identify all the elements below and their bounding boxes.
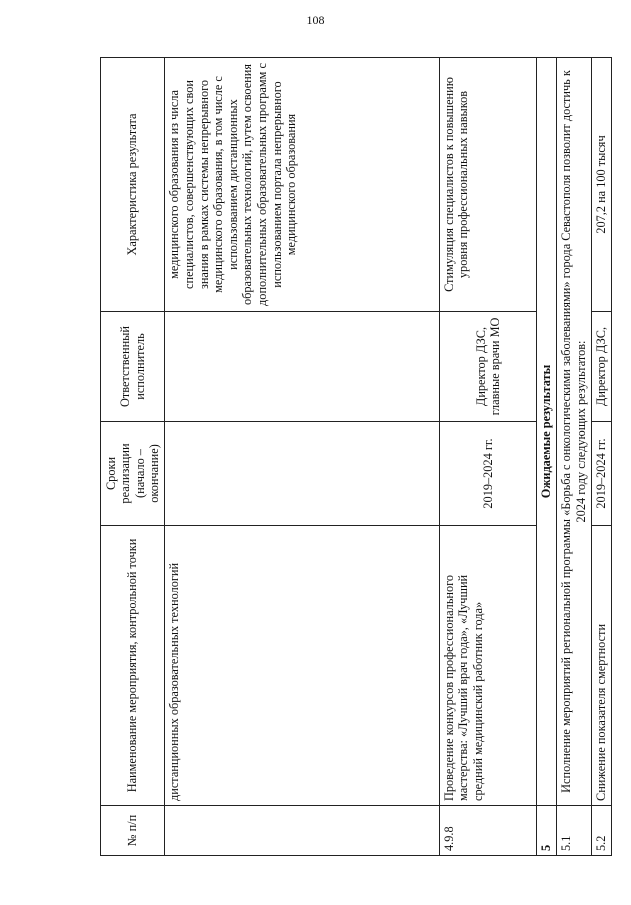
header-responsible: Ответственный исполнитель [101, 312, 165, 422]
row-num [165, 806, 439, 856]
section-num: 5 [537, 806, 557, 856]
activities-table [100, 57, 612, 856]
row-num: 5.1 [557, 806, 592, 856]
section-row [537, 58, 557, 856]
row-num: 5.2 [592, 806, 612, 856]
row-name: дистанционных образовательных технологий [165, 526, 439, 806]
row-responsible [165, 312, 439, 422]
row-result: 207,2 на 100 тысяч [592, 58, 612, 312]
header-num: № п/п [101, 806, 165, 856]
row-name: Снижение показателя смертности [592, 526, 612, 806]
rotated-table-container [100, 58, 612, 856]
table-row [439, 58, 537, 856]
header-period: Сроки реализации (начало – окончание) [101, 422, 165, 526]
row-responsible: Директор ДЗС, [592, 312, 612, 422]
page-number: 108 [306, 13, 325, 27]
row-text: Исполнение мероприятий региональной программы «Борьба с онкологическими заболеваниями» города Севастополя позволит достичь к 2024 году следующих результатов: [557, 58, 592, 806]
spacer-row [611, 58, 612, 856]
table-row [557, 58, 592, 856]
row-num: 4.9.8 [439, 806, 537, 856]
row-period: 2019–2024 гг. [439, 422, 537, 526]
table-row [165, 58, 439, 856]
section-title: Ожидаемые результаты [537, 58, 557, 806]
table-row [592, 58, 612, 856]
spacer-cell [611, 58, 612, 856]
row-period [165, 422, 439, 526]
header-result: Характеристика результата [101, 58, 165, 312]
table-header-row [101, 58, 165, 856]
header-name: Наименование мероприятия, контрольной точки [101, 526, 165, 806]
row-responsible: Директор ДЗС, главные врачи МО [439, 312, 537, 422]
row-period: 2019–2024 гг. [592, 422, 612, 526]
row-result: медицинского образования из числа специалистов, совершенствующих свои знания в рамках системы непрерывного медицинского образования, в том числе с использованием дистанционных образовательных технологий, путем освоения дополнительных образовательных программ с использованием портала непрерывного медицинского образования [165, 58, 439, 312]
row-result: Стимуляция специалистов к повышению уровня профессиональных навыков [439, 58, 537, 312]
row-name: Проведение конкурсов профессионального мастерства: «Лучший врач года», «Лучший средний медицинский работник года» [439, 526, 537, 806]
